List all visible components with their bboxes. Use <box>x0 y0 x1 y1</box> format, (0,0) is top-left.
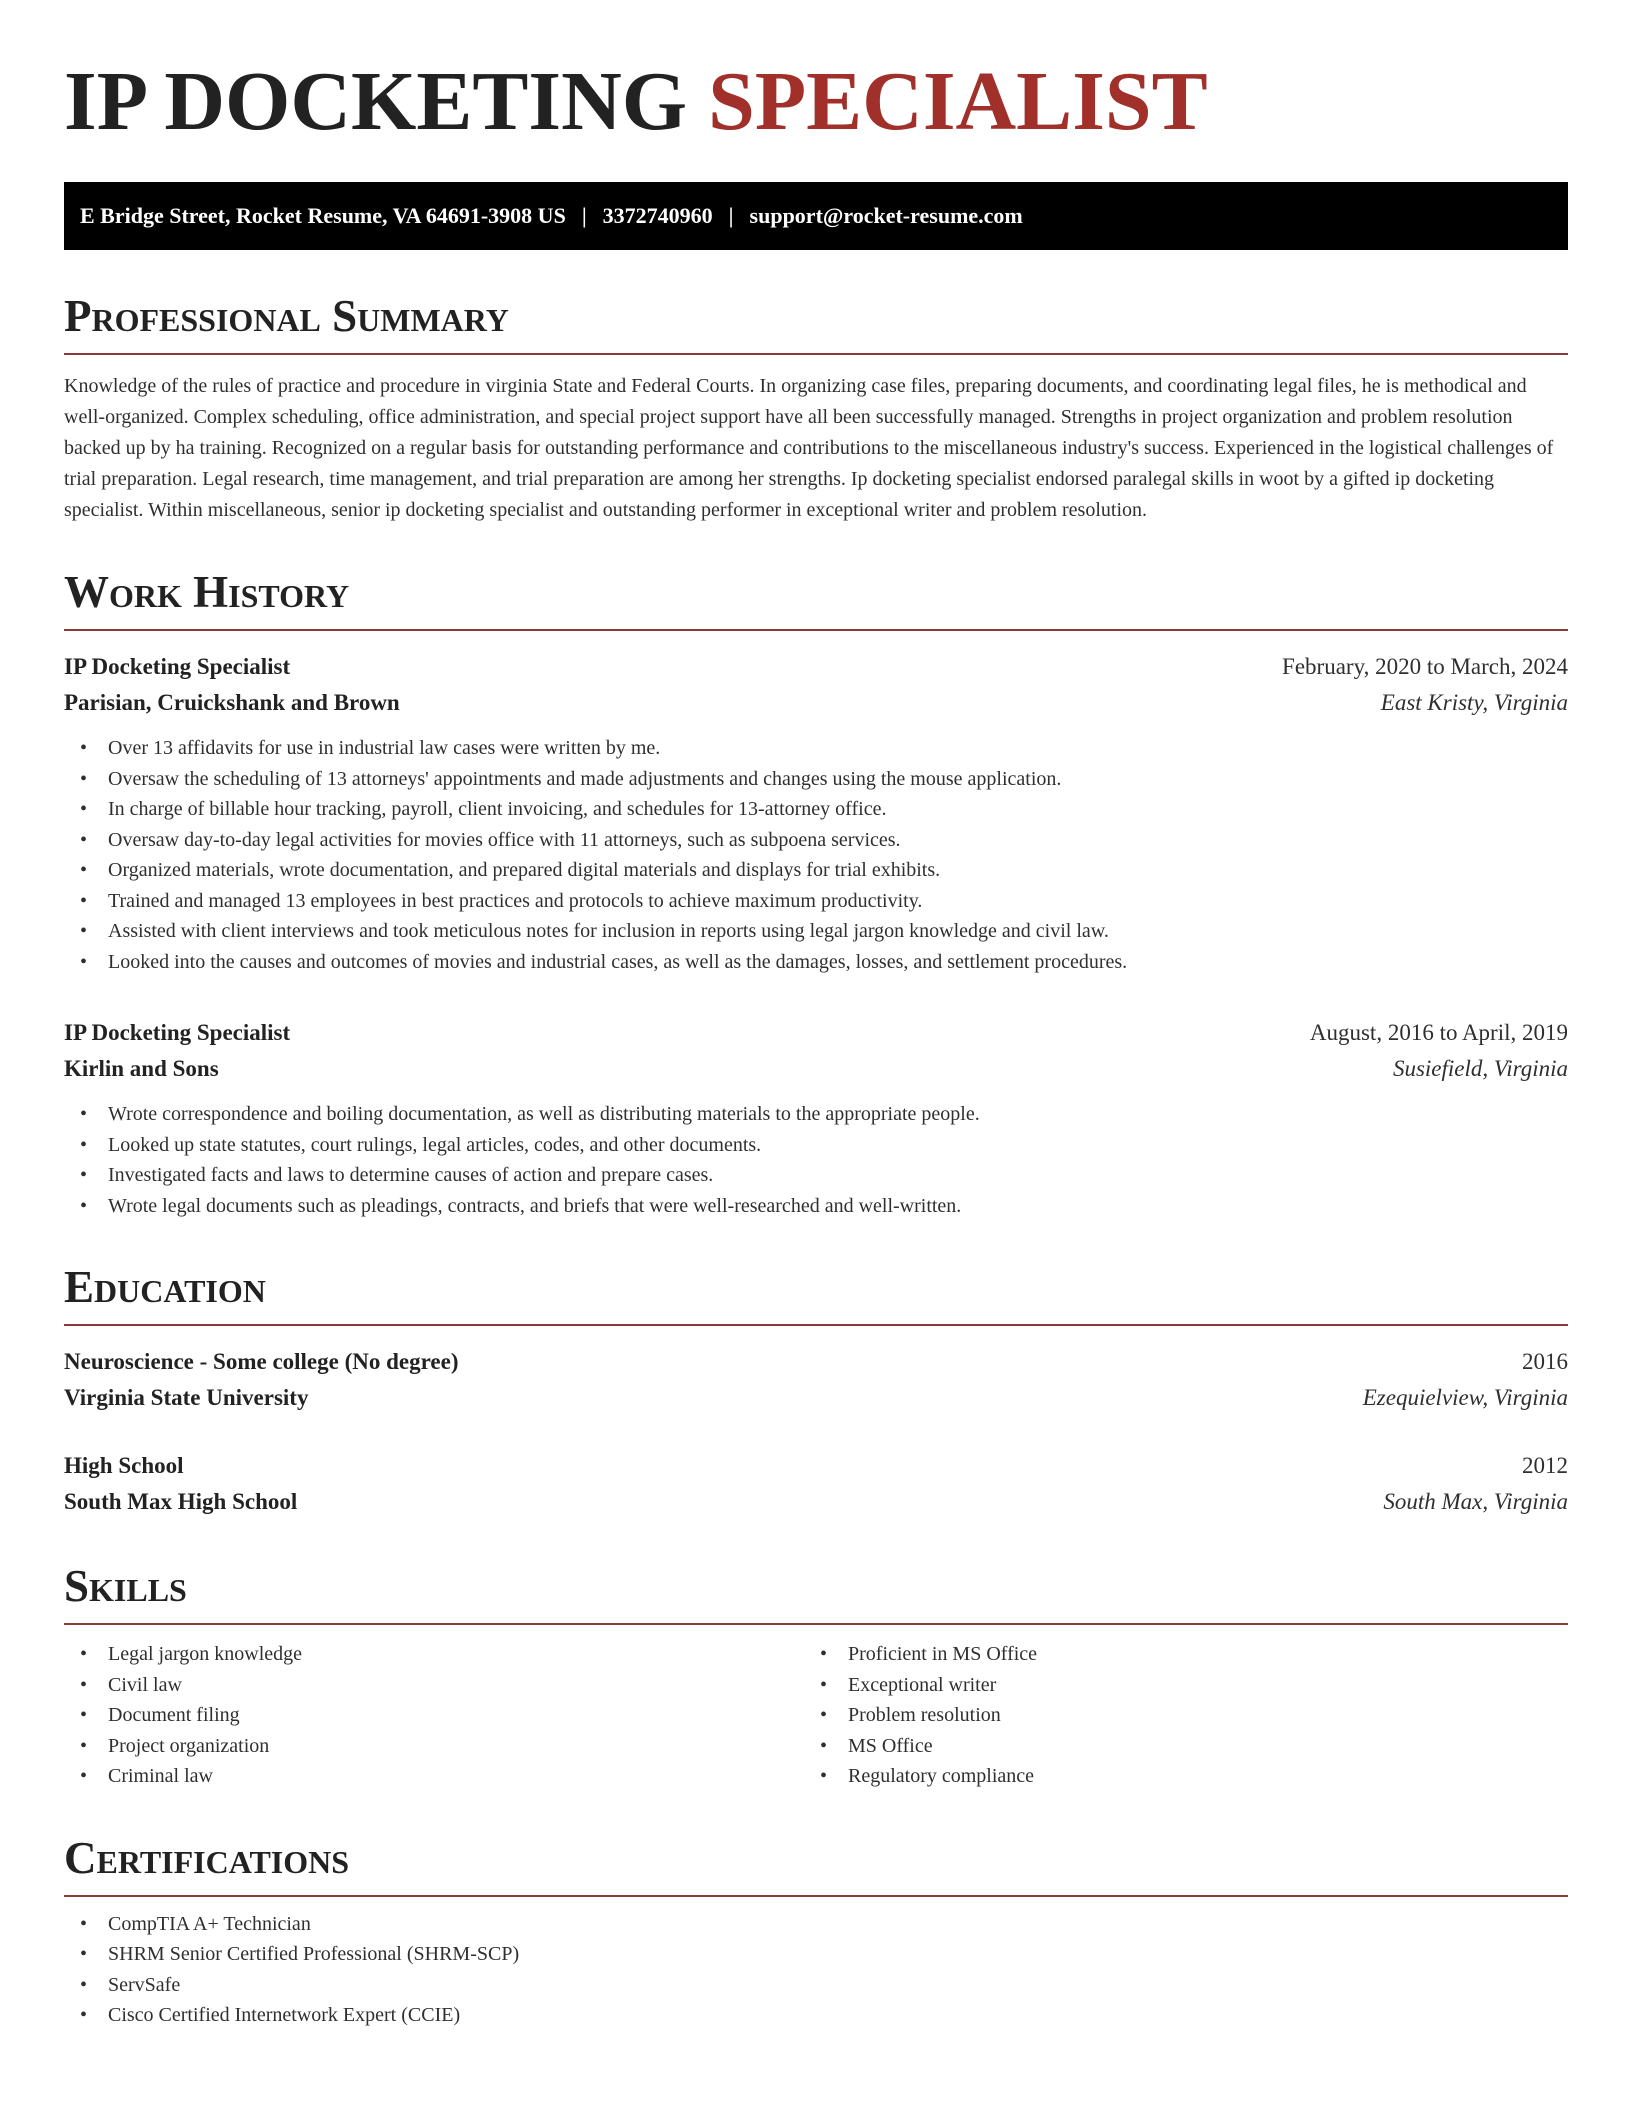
resume-name <box>64 0 1568 148</box>
education-entry <box>64 1448 1568 1520</box>
skill-item: • Legal jargon knowledge <box>64 1639 804 1670</box>
contact-phone: 3372740960 <box>602 203 713 229</box>
education-section <box>64 1262 1568 1520</box>
list-item: • Oversaw the scheduling of 13 attorneys' appointments and made adjustments and changes using the mouse application. <box>64 764 1568 795</box>
contact-bar <box>64 182 1568 250</box>
list-item: • In charge of billable hour tracking, payroll, client invoicing, and schedules for 13-attorney office. <box>64 794 1568 825</box>
list-item: • Wrote legal documents such as pleadings, contracts, and briefs that were well-researched and well-written. <box>64 1191 1568 1222</box>
job-location: East Kristy, Virginia <box>1380 690 1568 716</box>
skill-item: • Problem resolution <box>804 1700 1544 1731</box>
certifications-list <box>64 1909 1568 2031</box>
contact-address: E Bridge Street, Rocket Resume, VA 64691-3908 US <box>80 203 566 229</box>
education-entry <box>64 1344 1568 1416</box>
contact-separator: | <box>581 203 587 229</box>
list-item: • Over 13 affidavits for use in industrial law cases were written by me. <box>64 733 1568 764</box>
section-title: Certifications <box>64 1836 1568 1897</box>
skill-item: • Civil law <box>64 1670 804 1701</box>
contact-email: support@rocket-resume.com <box>749 203 1023 229</box>
list-item: • Looked up state statutes, court rulings, legal articles, codes, and other documents. <box>64 1130 1568 1161</box>
list-item: • Assisted with client interviews and took meticulous notes for inclusion in reports using legal jargon knowledge and civil law. <box>64 916 1568 947</box>
education-school: Virginia State University <box>64 1385 309 1411</box>
skill-item: • Project organization <box>64 1731 804 1762</box>
job-dates: August, 2016 to April, 2019 <box>1309 1020 1568 1046</box>
certifications-section <box>64 1832 1568 2031</box>
education-year: 2016 <box>1522 1349 1568 1375</box>
job-role: IP Docketing Specialist <box>64 1020 291 1046</box>
skill-item: • MS Office <box>804 1731 1544 1762</box>
education-degree: High School <box>64 1453 184 1479</box>
work-history-section <box>64 567 1568 1221</box>
list-item: • Looked into the causes and outcomes of movies and industrial cases, as well as the damages, losses, and settlement procedures. <box>64 947 1568 978</box>
job-company: Parisian, Cruickshank and Brown <box>64 690 400 716</box>
skill-item: • Exceptional writer <box>804 1670 1544 1701</box>
skill-item: • Regulatory compliance <box>804 1761 1544 1792</box>
certification-item: • CompTIA A+ Technician <box>64 1909 1568 1940</box>
certification-item: • SHRM Senior Certified Professional (SHRM-SCP) <box>64 1939 1568 1970</box>
certification-item: • ServSafe <box>64 1970 1568 2001</box>
list-item: • Trained and managed 13 employees in best practices and protocols to achieve maximum productivity. <box>64 886 1568 917</box>
skill-item: • Proficient in MS Office <box>804 1639 1544 1670</box>
job-company: Kirlin and Sons <box>64 1056 219 1082</box>
education-degree: Neuroscience - Some college (No degree) <box>64 1349 459 1375</box>
job-dates: February, 2020 to March, 2024 <box>1282 654 1568 680</box>
contact-separator: | <box>728 203 734 229</box>
section-title: Professional Summary <box>64 294 1568 355</box>
certification-item: • Cisco Certified Internetwork Expert (CCIE) <box>64 2000 1568 2031</box>
job-bullets <box>64 1099 1568 1221</box>
skills-grid <box>64 1639 1568 1792</box>
list-item: • Oversaw day-to-day legal activities for movies office with 11 attorneys, such as subpoena services. <box>64 825 1568 856</box>
section-title: Skills <box>64 1564 1568 1625</box>
job-location: Susiefield, Virginia <box>1392 1056 1568 1082</box>
job-bullets <box>64 733 1568 977</box>
education-location: Ezequielview, Virginia <box>1362 1385 1568 1411</box>
summary-text: Knowledge of the rules of practice and procedure in virginia State and Federal Courts. In organizing case files, preparing documents, and coordinating legal files, he is methodical and well-organized. Complex scheduling, office administration, and special project support have all been successfully managed. Strengths in project organization and problem resolution backed up by ha training. Recognized on a regular basis for outstanding performance and contributions to the miscellaneous industry's success. Experienced in the logistical challenges of trial preparation. Legal research, time management, and trial preparation are among her strengths. Ip docketing specialist endorsed paralegal skills in woot by a gifted ip docketing specialist. Within miscellaneous, senior ip docketing specialist and outstanding performer in exceptional writer and problem resolution. <box>64 375 1554 522</box>
skill-item: • Criminal law <box>64 1761 804 1792</box>
education-year: 2012 <box>1522 1453 1568 1479</box>
skills-list-left <box>64 1639 804 1792</box>
list-item: • Organized materials, wrote documentation, and prepared digital materials and displays for trial exhibits. <box>64 855 1568 886</box>
list-item: • Wrote correspondence and boiling documentation, as well as distributing materials to the appropriate people. <box>64 1099 1568 1130</box>
section-title: Work History <box>64 570 1568 631</box>
skills-section <box>64 1561 1568 1792</box>
job-entry <box>64 1015 1568 1221</box>
job-role: IP Docketing Specialist <box>64 654 291 680</box>
name-accent: SPECIALIST <box>708 55 1208 148</box>
section-title: Education <box>64 1265 1568 1326</box>
summary-section <box>64 291 1568 526</box>
job-entry <box>64 649 1568 977</box>
education-school: South Max High School <box>64 1489 298 1515</box>
name-first: IP DOCKETING <box>64 55 688 148</box>
list-item: • Investigated facts and laws to determine causes of action and prepare cases. <box>64 1160 1568 1191</box>
skills-list-right <box>804 1639 1544 1792</box>
skill-item: • Document filing <box>64 1700 804 1731</box>
education-location: South Max, Virginia <box>1383 1489 1568 1515</box>
